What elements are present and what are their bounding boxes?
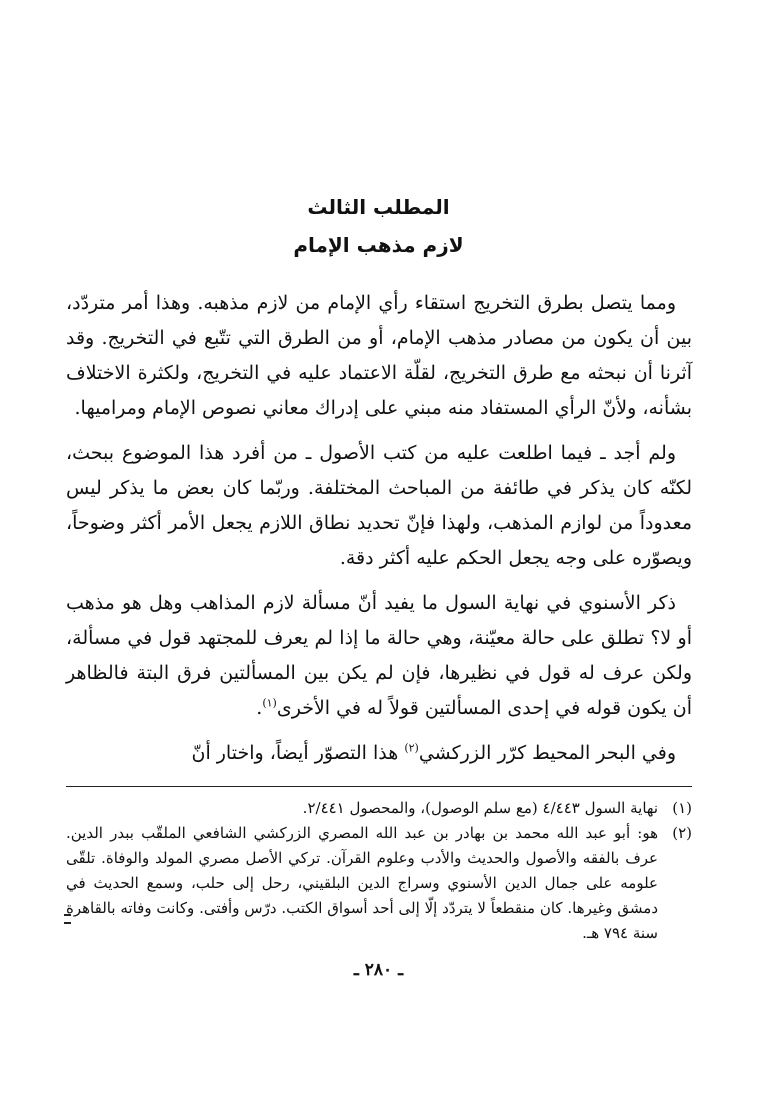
section-heading-block [0,188,757,264]
footnote-ref: (٢) [404,741,419,755]
footnote-text: هو: أبو عبد الله محمد بن بهادر بن عبد الله المصري الزركشي الشافعي الملقّب ببدر الدين. عرف بالفقه والأصول والحديث والأدب وعلوم القرآن. تركي الأصل مصري المولد والوفاة. تلقّى علومه على جمال الدين الأسنوي وسراج الدين البلقيني، رحل إلى حلب، وسمع الحديث في دمشق وغيرها. كان منقطعاً لا يتردّد إلّا إلى أحد أسواق الكتب. درّس وأفتى. وكانت وفاته بالقاهرة سنة ٧٩٤ هـ. [66,824,658,942]
footnote-ref: (١) [262,696,277,710]
footnote [66,796,692,821]
footnote-number: (٢) [672,824,692,842]
section-subtitle: لازم مذهب الإمام [293,233,464,257]
paragraph: ولم أجد ـ فيما اطلعت عليه من كتب الأصول ـ من أفرد هذا الموضوع ببحث، لكنّه كان يذكر في طائفة من المباحث المختلفة. وربّما كان بعض ما يذكر ليس معدوداً من لوازم المذهب، ولهذا فإنّ تحديد نطاق اللازم يجعل الأمر أكثر وضوحاً، ويصوّره على وجه يجعل الحكم عليه أكثر دقة. [66,442,692,569]
paragraph: ذكر الأسنوي في نهاية السول ما يفيد أنّ مسألة لازم المذاهب وهل هو مذهب أو لا؟ تطلق على حالة معيّنة، وهي حالة ما إذا لم يعرف للمجتهد قول في مسألة، ولكن عرف له قول في نظيرها، فإن لم يكن بين المسألتين فرق البتة فالظاهر أن يكون قوله في إحدى المسألتين قولاً له في الأخرى$^{(١)}$. [66,592,692,719]
footnote-divider [66,786,692,787]
footnotes [66,796,692,946]
section-title: المطلب الثالث [307,195,450,219]
margin-mark [64,914,71,924]
footnote-number: (١) [672,799,692,817]
footnote-text: نهاية السول ٤/٤٤٣ (مع سلم الوصول)، والمحصول ٢/٤٤١. [302,799,658,817]
paragraph: ومما يتصل بطرق التخريج استقاء رأي الإمام من لازم مذهبه. وهذا أمر متردّد، بين أن يكون من مصادر مذهب الإمام، أو من الطرق التي تتّبع في التخريج. وقد آثرنا أن نبحثه مع طرق التخريج، لقلّة الاعتماد عليه في التخريج، ولكثرة الاختلاف بشأنه، ولأنّ الرأي المستفاد منه مبني على إدراك معاني نصوص الإمام ومراميها. [66,292,692,419]
paragraph: وفي البحر المحيط كرّر الزركشي$^{(٢)}$ هذا التصوّر أيضاً، واختار أنّ [191,741,676,764]
footnote [66,821,692,946]
page-number: ـ ٢٨٠ ـ [353,960,404,980]
body-text [66,286,692,781]
